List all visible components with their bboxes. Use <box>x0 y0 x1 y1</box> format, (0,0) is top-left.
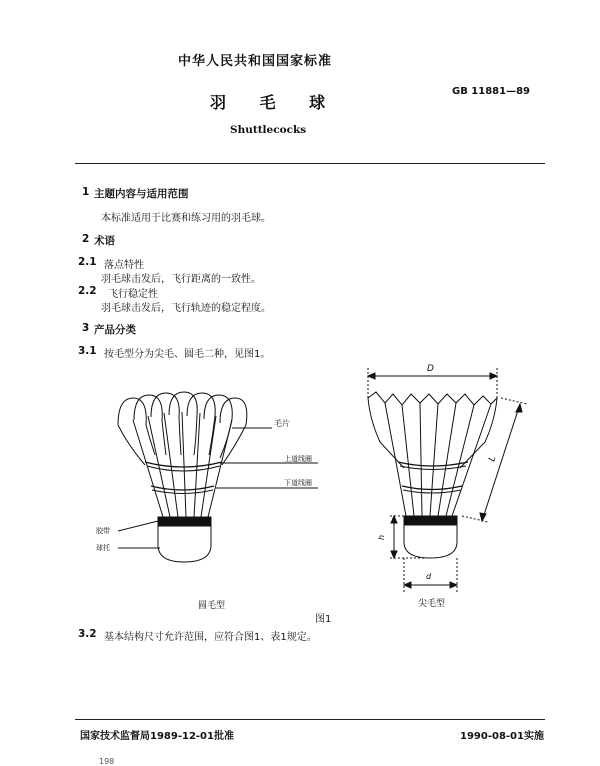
section-1-text: 本标准适用于比赛和练习用的羽毛球。 <box>101 213 271 224</box>
dimension-L: L <box>487 455 499 463</box>
dimension-D: D <box>427 364 434 374</box>
label-lower-thread: 下道线圈 <box>284 479 312 487</box>
caption-round: 圆毛型 <box>198 601 226 611</box>
section-3-1-number: 3.1 <box>78 345 97 357</box>
page-number: 198 <box>99 757 115 766</box>
label-upper-thread: 上道线圈 <box>284 455 312 463</box>
effective-date: 1990-08-01实施 <box>460 731 544 742</box>
section-2-1-number: 2.1 <box>78 256 97 268</box>
document-title: 羽 毛 球 <box>210 93 340 112</box>
section-3-1-text: 按毛型分为尖毛、圆毛二种，见图1。 <box>104 349 271 360</box>
label-cork: 球托 <box>96 544 110 552</box>
section-2-1-title: 落点特性 <box>104 260 144 271</box>
section-2-2-title: 飞行稳定性 <box>108 289 158 300</box>
section-1-number: 1 <box>82 186 90 198</box>
english-title: Shuttlecocks <box>230 124 307 136</box>
dimension-h: h <box>377 534 386 540</box>
caption-pointed: 尖毛型 <box>418 599 446 609</box>
bottom-rule <box>75 719 545 720</box>
section-3-title: 产品分类 <box>94 324 136 336</box>
org-title: 中华人民共和国国家标准 <box>178 54 333 69</box>
section-2-number: 2 <box>82 233 90 245</box>
issuer: 国家技术监督局1989-12-01批准 <box>80 731 234 742</box>
round-feather-shuttlecock <box>118 392 318 562</box>
standard-code: GB 11881—89 <box>452 86 531 97</box>
section-2-1-text: 羽毛球击发后，飞行距离的一致性。 <box>101 274 261 285</box>
label-ribbon: 胶带 <box>96 527 110 535</box>
label-feather: 毛片 <box>274 419 290 428</box>
section-3-number: 3 <box>82 322 90 334</box>
section-2-2-number: 2.2 <box>78 285 97 297</box>
section-1-title: 主题内容与适用范围 <box>94 188 189 200</box>
section-3-2-number: 3.2 <box>78 628 97 640</box>
section-2-2-text: 羽毛球击发后，飞行轨迹的稳定程度。 <box>101 303 271 314</box>
dimension-d: d <box>426 572 432 581</box>
section-2-title: 术语 <box>94 235 115 247</box>
pointed-feather-shuttlecock <box>368 368 527 592</box>
section-3-2-text: 基本结构尺寸允许范围，应符合图1、表1规定。 <box>104 632 317 643</box>
figure-caption: 图1 <box>315 614 332 625</box>
